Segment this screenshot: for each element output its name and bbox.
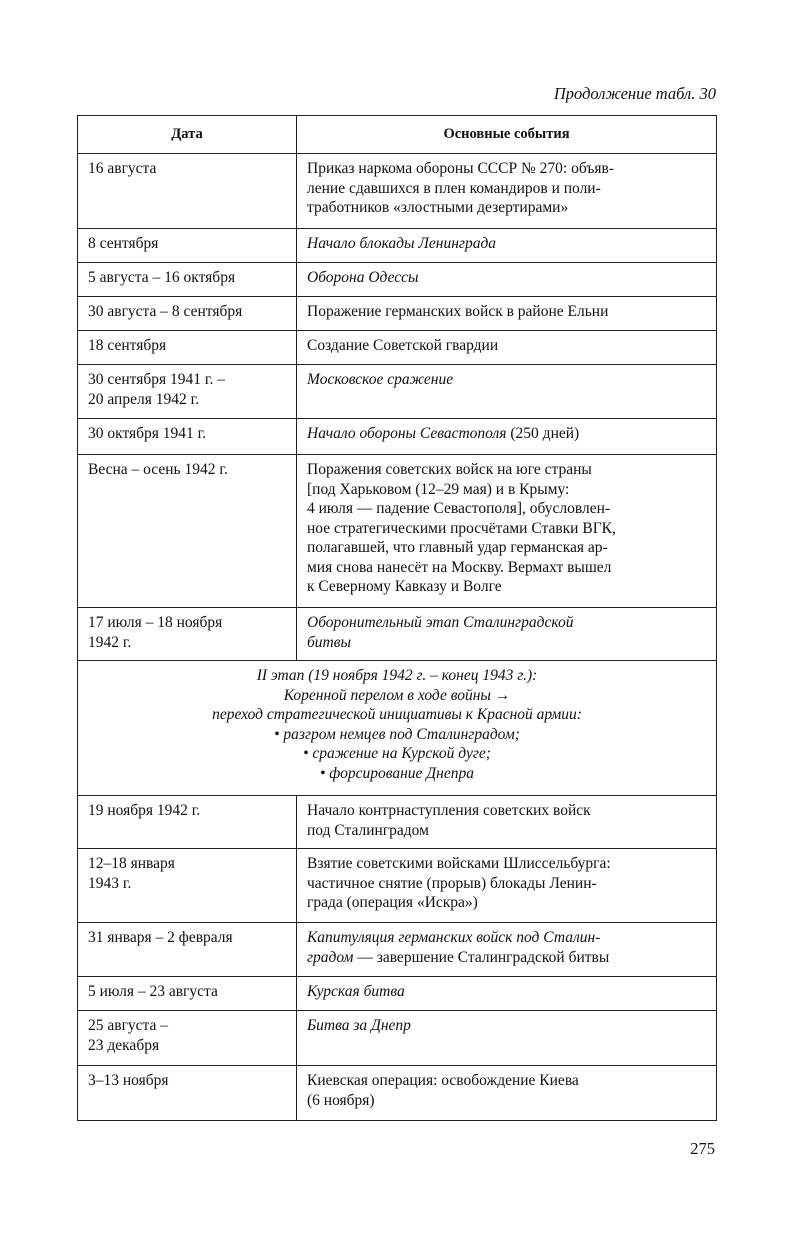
date-cell: 17 июля – 18 ноября 1942 г. [78,608,297,661]
date-cell: 3–13 ноября [78,1066,297,1121]
event-cell [297,455,717,608]
table-row [78,1066,717,1121]
header-date: Дата [78,116,297,154]
event-cell [297,331,717,365]
date-cell: Весна – осень 1942 г. [78,455,297,608]
page-number: 275 [690,1139,715,1158]
table-row [78,419,717,455]
date-cell: 30 октября 1941 г. [78,419,297,455]
table-row [78,455,717,608]
date-cell: 25 августа – 23 декабря [78,1011,297,1066]
date-cell: 19 ноября 1942 г. [78,796,297,849]
table-row [78,297,717,331]
event-cell [297,297,717,331]
table-row [78,977,717,1011]
event-text: Создание Советской гвардии [307,337,499,354]
table-row [78,796,717,849]
table-row [78,608,717,661]
stage-heading: II этап (19 ноября 1942 г. – конец 1943 г.): Коренной перелом в ходе войны → переход стратегической инициативы к Красной армии: • разгром немцев под Сталинградом; • сражение на Курской дуге; • форсирование Днепра [78,661,717,796]
event-text-italic: Начало обороны Севастополя [307,425,507,442]
table-row [78,263,717,297]
date-cell: 12–18 января 1943 г. [78,849,297,923]
event-cell [297,263,717,297]
table-row [78,154,717,229]
events-table [77,115,717,1121]
event-text: — завершение Сталинградской битвы [353,948,610,966]
date-cell: 18 сентября [78,331,297,365]
table-row [78,661,717,796]
event-text: (250 дней) [506,425,580,442]
date-cell: 31 января – 2 февраля [78,923,297,977]
event-cell [297,419,717,455]
event-cell [297,154,717,229]
event-text: Взятие советскими войсками Шлиссельбурга: частичное снятие (прорыв) блокады Ленин- града (операция «Искра») [307,855,611,911]
header-events: Основные события [297,116,717,154]
event-text: Приказ наркома обороны СССР № 270: объяв- ление сдавшихся в плен командиров и поли- тработников «злостными дезертирами» [307,160,614,216]
event-text-italic: Московское сражение [307,371,454,388]
date-cell: 5 июля – 23 августа [78,977,297,1011]
event-text: Киевская операция: освобождение Киева (6 ноября) [307,1072,579,1109]
table-header-row [78,116,717,154]
event-cell [297,1066,717,1121]
event-text-italic: Курская битва [307,983,405,1000]
table-caption: Продолжение табл. 30 [553,84,716,103]
event-cell [297,923,717,977]
event-text-italic: Битва за Днепр [307,1017,411,1034]
event-cell [297,849,717,923]
table-row [78,1011,717,1066]
event-cell [297,365,717,419]
table-row [78,849,717,923]
date-cell: 30 сентября 1941 г. – 20 апреля 1942 г. [78,365,297,419]
event-text-italic: Начало блокады Ленинграда [307,235,497,252]
event-cell [297,608,717,661]
table-row [78,229,717,263]
table-row [78,923,717,977]
table-row [78,331,717,365]
event-cell [297,229,717,263]
date-cell: 16 августа [78,154,297,229]
event-text-italic: Оборонительный этап Сталинградской битвы [307,614,574,651]
event-text: Поражение германских войск в районе Ельни [307,303,609,320]
event-text-italic: Оборона Одессы [307,269,419,286]
date-cell: 30 августа – 8 сентября [78,297,297,331]
event-text: Начало контрнаступления советских войск под Сталинградом [307,802,591,839]
event-cell [297,796,717,849]
event-text-italic: Капитуляция германских войск под Сталин- градом [307,929,601,966]
table-row [78,365,717,419]
event-cell [297,977,717,1011]
event-cell [297,1011,717,1066]
date-cell: 5 августа – 16 октября [78,263,297,297]
event-text: Поражения советских войск на юге страны [под Харьковом (12–29 мая) и в Крыму: 4 июля — падение Севастополя], обусловлен- ное стратегическими просчётами Ставки ВГК, полагавшей, что главный удар германская ар- мия снова нанесёт на Москву. Вермахт вышел к Северному Кавказу и Волге [307,461,616,595]
date-cell: 8 сентября [78,229,297,263]
